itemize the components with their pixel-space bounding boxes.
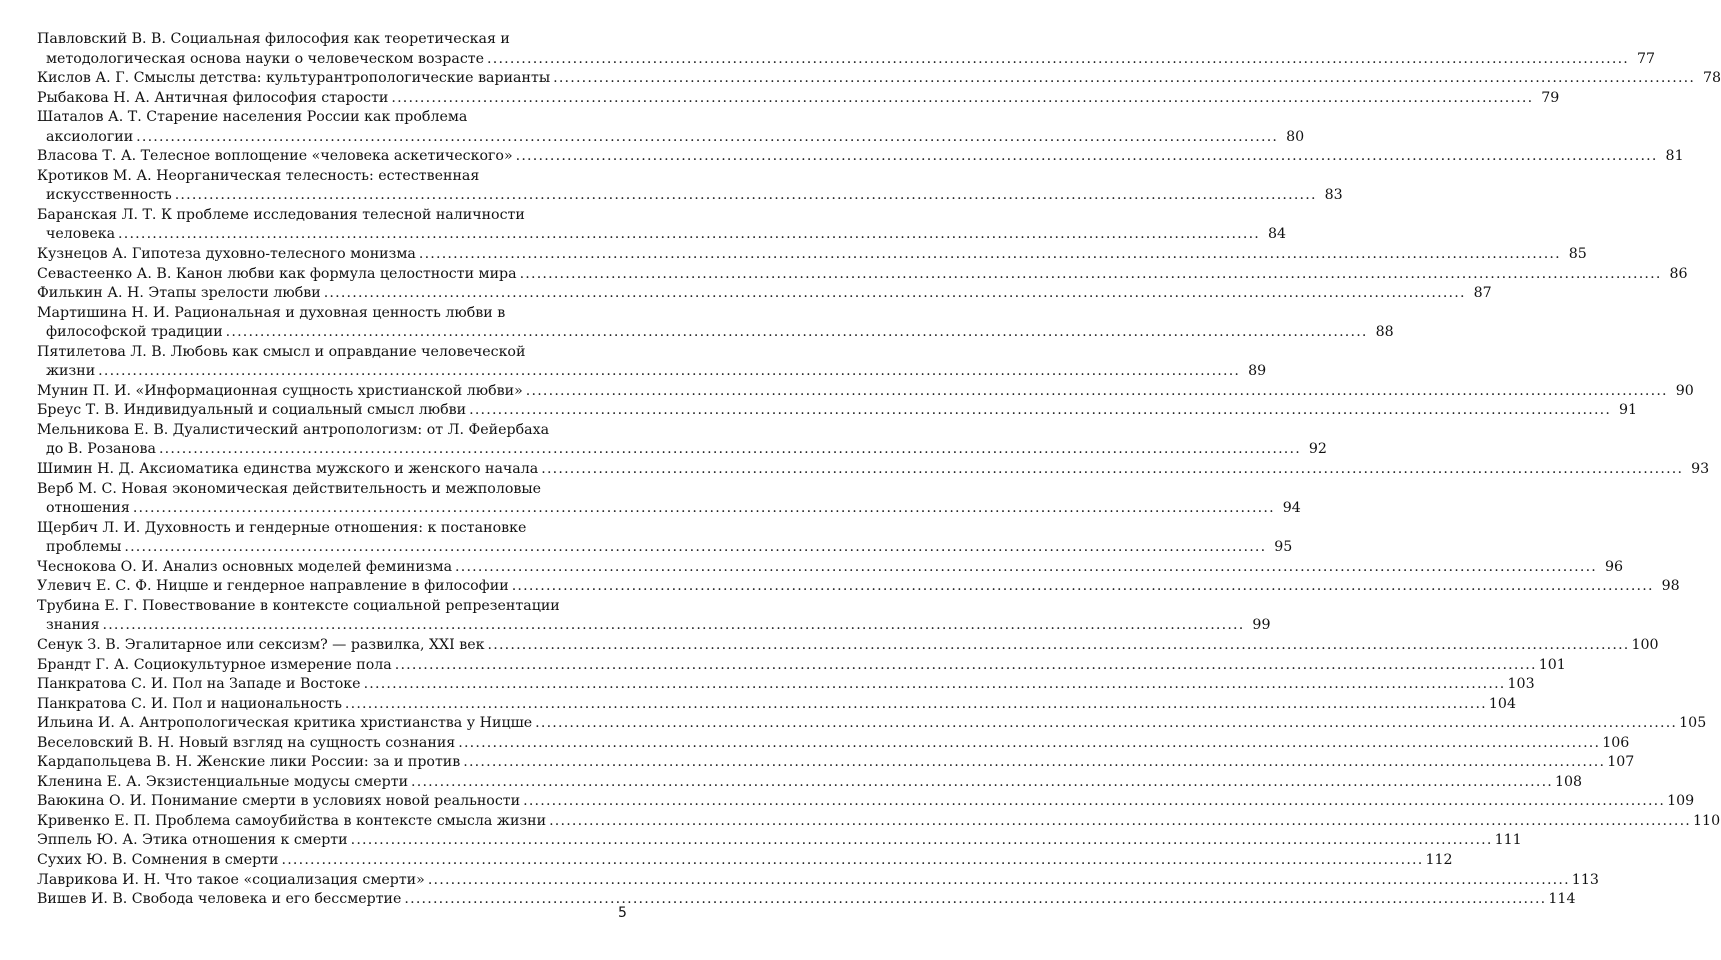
toc-entry-leader-line <box>37 401 1638 421</box>
toc-entry <box>37 519 1293 558</box>
toc-entry-title-line: Верб М. С. Новая экономическая действительность и межполовые <box>37 480 542 497</box>
dot-leader: ........................................................................................................................................................................................................ <box>511 578 1654 595</box>
toc-entry-page: 104 <box>1488 695 1516 712</box>
toc-entry-leader-line <box>37 734 1630 754</box>
dot-leader: ........................................................................................................................................................................................................ <box>487 636 1630 653</box>
dot-leader: ........................................................................................................................................................................................................ <box>118 226 1261 243</box>
toc-entry-title: Ильина И. А. Антропологическая критика христианства у Ницше <box>37 715 533 732</box>
toc-entry-page: 95 <box>1274 539 1293 556</box>
toc-entry-leader-line <box>37 656 1566 676</box>
toc-entry <box>37 343 1267 382</box>
dot-leader: ........................................................................................................................................................................................................ <box>469 402 1612 419</box>
toc-entry-page: 114 <box>1548 891 1576 908</box>
toc-entry <box>37 401 1638 421</box>
toc-entry-title: Лаврикова И. Н. Что такое «социализация смерти» <box>37 871 425 888</box>
toc-entry <box>37 69 1721 89</box>
toc-entry-title-line: Щербич Л. И. Духовность и гендерные отношения: к постановке <box>37 519 527 536</box>
toc-entry <box>37 147 1684 167</box>
toc-entry-title: Шимин Н. Д. Аксиоматика единства мужского и женского начала <box>37 461 539 478</box>
toc-entry-page: 78 <box>1703 70 1721 87</box>
toc-entry <box>37 460 1710 480</box>
dot-leader: ........................................................................................................................................................................................................ <box>394 656 1537 673</box>
toc-entry-title: Панкратова С. И. Пол на Западе и Востоке <box>37 676 361 693</box>
toc-entry-leader-line <box>37 362 1267 382</box>
toc-entry-page: 94 <box>1282 500 1301 517</box>
table-of-contents <box>37 30 1721 910</box>
toc-entry-page: 112 <box>1425 851 1453 868</box>
toc-entry <box>37 851 1453 871</box>
toc-entry-page: 84 <box>1267 226 1287 243</box>
toc-entry-title: Кислов А. Г. Смыслы детства: культурантропологические варианты <box>37 70 551 87</box>
toc-entry-page: 86 <box>1669 265 1688 282</box>
toc-entry-title-line: Пятилетова Л. В. Любовь как смысл и оправдание человеческой <box>37 343 526 360</box>
dot-leader: ........................................................................................................................................................................................................ <box>525 382 1668 399</box>
dot-leader: ........................................................................................................................................................................................................ <box>463 754 1606 771</box>
dot-leader: ........................................................................................................................................................................................................ <box>350 832 1493 849</box>
dot-leader: ........................................................................................................................................................................................................ <box>281 851 1424 868</box>
toc-entry <box>37 773 1583 793</box>
toc-entry-title: Сухих Ю. В. Сомнения в смерти <box>37 851 279 868</box>
toc-entry-title: Мунин П. И. «Информационная сущность христианской любви» <box>37 382 523 399</box>
toc-entry-page: 100 <box>1631 636 1659 653</box>
toc-entry <box>37 753 1635 773</box>
toc-entry-title: Власова Т. А. Телесное воплощение «человека аскетического» <box>37 148 513 165</box>
toc-entry <box>37 656 1566 676</box>
toc-entry-leader-line <box>37 225 1287 245</box>
toc-entry-leader-line <box>37 753 1635 773</box>
toc-entry-page: 107 <box>1607 754 1635 771</box>
dot-leader: ........................................................................................................................................................................................................ <box>174 187 1317 204</box>
toc-entry-leader-line <box>37 773 1583 793</box>
toc-entry-page: 92 <box>1308 441 1327 458</box>
dot-leader: ........................................................................................................................................................................................................ <box>541 461 1684 478</box>
toc-entry-page: 91 <box>1619 402 1638 419</box>
toc-entry-title: отношения <box>46 500 130 517</box>
toc-entry-leader-line <box>37 675 1535 695</box>
toc-entry-leader-line <box>37 128 1305 148</box>
toc-entry-leader-line <box>37 382 1694 402</box>
toc-entry-page: 93 <box>1691 461 1710 478</box>
toc-entry-title: Вишев И. В. Свобода человека и его бессмертие <box>37 891 402 908</box>
toc-entry-title: Улевич Е. С. Ф. Ницше и гендерное направление в философии <box>37 578 509 595</box>
toc-entry <box>37 636 1659 656</box>
toc-entry-title: Эппель Ю. А. Этика отношения к смерти <box>37 832 348 849</box>
dot-leader: ........................................................................................................................................................................................................ <box>158 441 1301 458</box>
toc-entry-title: философской традиции <box>46 324 223 341</box>
toc-entry-leader-line <box>37 714 1707 734</box>
toc-entry-title-line: Баранская Л. Т. К проблеме исследования телесной наличности <box>37 206 525 223</box>
toc-entry <box>37 89 1560 109</box>
toc-entry-page: 110 <box>1693 812 1721 829</box>
toc-entry-page: 105 <box>1679 715 1707 732</box>
dot-leader: ........................................................................................................................................................................................................ <box>98 363 1241 380</box>
toc-entry-leader-line <box>37 89 1560 109</box>
dot-leader: ........................................................................................................................................................................................................ <box>136 128 1279 145</box>
toc-entry <box>37 812 1721 832</box>
toc-entry-title: Филькин А. Н. Этапы зрелости любви <box>37 285 321 302</box>
toc-entry <box>37 597 1271 636</box>
toc-entry-leader-line <box>37 265 1688 285</box>
toc-entry-title: Кузнецов А. Гипотеза духовно-телесного монизма <box>37 246 416 263</box>
toc-entry-title: Чеснокова О. И. Анализ основных моделей феминизма <box>37 558 453 575</box>
toc-entry-leader-line <box>37 695 1516 715</box>
dot-leader: ........................................................................................................................................................................................................ <box>132 500 1275 517</box>
toc-entry-leader-line <box>37 831 1522 851</box>
toc-entry-page: 99 <box>1252 617 1271 634</box>
toc-entry-leader-line <box>37 792 1695 812</box>
toc-entry <box>37 167 1343 206</box>
toc-entry-leader-line <box>37 851 1453 871</box>
toc-entry-title-line: Павловский В. В. Социальная философия как теоретическая и <box>37 31 510 47</box>
toc-entry-page: 98 <box>1661 578 1680 595</box>
toc-entry <box>37 890 1576 910</box>
dot-leader: ........................................................................................................................................................................................................ <box>418 246 1561 263</box>
toc-entry-page: 108 <box>1555 773 1583 790</box>
toc-entry <box>37 871 1599 891</box>
toc-entry-leader-line <box>37 636 1659 656</box>
toc-entry <box>37 558 1624 578</box>
toc-entry-title: Ваюкина О. И. Понимание смерти в условиях новой реальности <box>37 793 521 810</box>
dot-leader: ........................................................................................................................................................................................................ <box>404 891 1547 908</box>
toc-entry-title-line: Мартишина Н. И. Рациональная и духовная ценность любви в <box>37 304 506 321</box>
toc-entry-title: Бреус Т. В. Индивидуальный и социальный смысл любви <box>37 402 467 419</box>
toc-entry-title: Веселовский В. Н. Новый взгляд на сущность сознания <box>37 734 456 751</box>
toc-entry-page: 111 <box>1494 832 1522 849</box>
toc-entry-title: Сенук З. В. Эгалитарное или сексизм? — развилка, XXI век <box>37 636 485 653</box>
dot-leader: ........................................................................................................................................................................................................ <box>225 324 1368 341</box>
toc-entry-title-line: Кротиков М. А. Неорганическая телесность: естественная <box>37 167 480 184</box>
toc-entry <box>37 480 1301 519</box>
dot-leader: ........................................................................................................................................................................................................ <box>363 676 1506 693</box>
toc-entry-leader-line <box>37 499 1301 519</box>
dot-leader: ........................................................................................................................................................................................................ <box>323 285 1466 302</box>
toc-entry <box>37 382 1694 402</box>
toc-entry-leader-line <box>37 538 1293 558</box>
toc-entry-leader-line <box>37 812 1721 832</box>
toc-entry-page: 85 <box>1568 246 1587 263</box>
toc-entry-title: методологическая основа науки о человеческом возрасте <box>46 50 485 67</box>
toc-entry-leader-line <box>37 460 1710 480</box>
toc-entry-title: аксиологии <box>46 128 134 145</box>
toc-entry-page: 106 <box>1602 734 1630 751</box>
toc-entry-page: 96 <box>1604 558 1624 575</box>
toc-entry-title: жизни <box>46 363 96 380</box>
toc-entry <box>37 108 1305 147</box>
dot-leader: ........................................................................................................................................................................................................ <box>455 558 1598 575</box>
dot-leader: ........................................................................................................................................................................................................ <box>523 793 1666 810</box>
toc-entry <box>37 792 1695 812</box>
toc-entry-page: 113 <box>1571 871 1599 888</box>
toc-entry-title: искусственность <box>46 187 172 204</box>
toc-entry <box>37 734 1630 754</box>
toc-entry-page: 77 <box>1636 50 1655 67</box>
toc-entry-leader-line <box>37 890 1576 910</box>
toc-entry-title: Кленина Е. А. Экзистенциальные модусы смерти <box>37 773 409 790</box>
toc-entry <box>37 245 1587 265</box>
toc-entry-leader-line <box>37 186 1343 206</box>
toc-entry-title: проблемы <box>46 539 122 556</box>
toc-entry-leader-line <box>37 871 1599 891</box>
toc-entry <box>37 304 1394 343</box>
dot-leader: ........................................................................................................................................................................................................ <box>124 539 1267 556</box>
toc-entry-title: Кардапольцева В. Н. Женские лики России: за и против <box>37 754 461 771</box>
toc-entry-page: 83 <box>1324 187 1343 204</box>
toc-entry-leader-line <box>37 577 1680 597</box>
toc-entry <box>37 284 1492 304</box>
toc-entry-title: Рыбакова Н. А. Античная философия старости <box>37 89 389 106</box>
toc-entry-page: 103 <box>1507 676 1535 693</box>
toc-entry <box>37 675 1535 695</box>
toc-entry <box>37 421 1327 460</box>
dot-leader: ........................................................................................................................................................................................................ <box>519 265 1662 282</box>
toc-entry-title: человека <box>46 226 116 243</box>
toc-entry-leader-line <box>37 50 1655 70</box>
toc-entry <box>37 831 1522 851</box>
toc-entry-leader-line <box>37 147 1684 167</box>
dot-leader: ........................................................................................................................................................................................................ <box>553 70 1696 87</box>
dot-leader: ........................................................................................................................................................................................................ <box>458 734 1601 751</box>
toc-entry-page: 81 <box>1665 148 1684 165</box>
toc-entry-leader-line <box>37 69 1721 89</box>
toc-entry <box>37 695 1516 715</box>
toc-entry-leader-line <box>37 616 1271 636</box>
toc-entry <box>37 265 1688 285</box>
dot-leader: ........................................................................................................................................................................................................ <box>487 50 1629 67</box>
dot-leader: ........................................................................................................................................................................................................ <box>549 812 1692 829</box>
dot-leader: ........................................................................................................................................................................................................ <box>427 871 1570 888</box>
toc-entry-title: Севастеенко А. В. Канон любви как формула целостности мира <box>37 265 517 282</box>
toc-entry-title-line: Трубина Е. Г. Повествование в контексте социальной репрезентации <box>37 597 560 614</box>
toc-entry-leader-line <box>37 440 1327 460</box>
dot-leader: ........................................................................................................................................................................................................ <box>411 773 1553 790</box>
page-number: 5 <box>618 905 627 921</box>
toc-entry-page: 80 <box>1286 128 1305 145</box>
toc-entry-page: 79 <box>1541 89 1560 106</box>
toc-entry-page: 88 <box>1375 324 1394 341</box>
toc-entry-title: Панкратова С. И. Пол и национальность <box>37 695 342 712</box>
toc-entry-title-line: Шаталов А. Т. Старение населения России как проблема <box>37 109 468 126</box>
toc-entry-page: 109 <box>1667 793 1695 810</box>
toc-entry <box>37 577 1680 597</box>
toc-entry <box>37 714 1707 734</box>
toc-entry-title: Брандт Г. А. Социокультурное измерение пола <box>37 656 392 673</box>
toc-entry-leader-line <box>37 284 1492 304</box>
toc-entry-page: 87 <box>1473 285 1492 302</box>
toc-entry-title: знания <box>46 617 100 634</box>
toc-entry-title: до В. Розанова <box>46 441 156 458</box>
toc-entry-page: 101 <box>1538 656 1566 673</box>
toc-entry <box>37 30 1655 69</box>
toc-entry-leader-line <box>37 558 1624 578</box>
toc-entry-page: 89 <box>1248 363 1267 380</box>
dot-leader: ........................................................................................................................................................................................................ <box>535 715 1678 732</box>
dot-leader: ........................................................................................................................................................................................................ <box>391 89 1534 106</box>
toc-entry-title-line: Мельникова Е. В. Дуалистический антропологизм: от Л. Фейербаха <box>37 421 550 438</box>
toc-entry-leader-line <box>37 245 1587 265</box>
dot-leader: ........................................................................................................................................................................................................ <box>515 148 1658 165</box>
toc-entry <box>37 206 1287 245</box>
toc-entry-page: 90 <box>1675 382 1694 399</box>
dot-leader: ........................................................................................................................................................................................................ <box>344 695 1487 712</box>
toc-entry-title: Кривенко Е. П. Проблема самоубийства в контексте смысла жизни <box>37 812 547 829</box>
toc-entry-leader-line <box>37 323 1394 343</box>
dot-leader: ........................................................................................................................................................................................................ <box>102 617 1245 634</box>
